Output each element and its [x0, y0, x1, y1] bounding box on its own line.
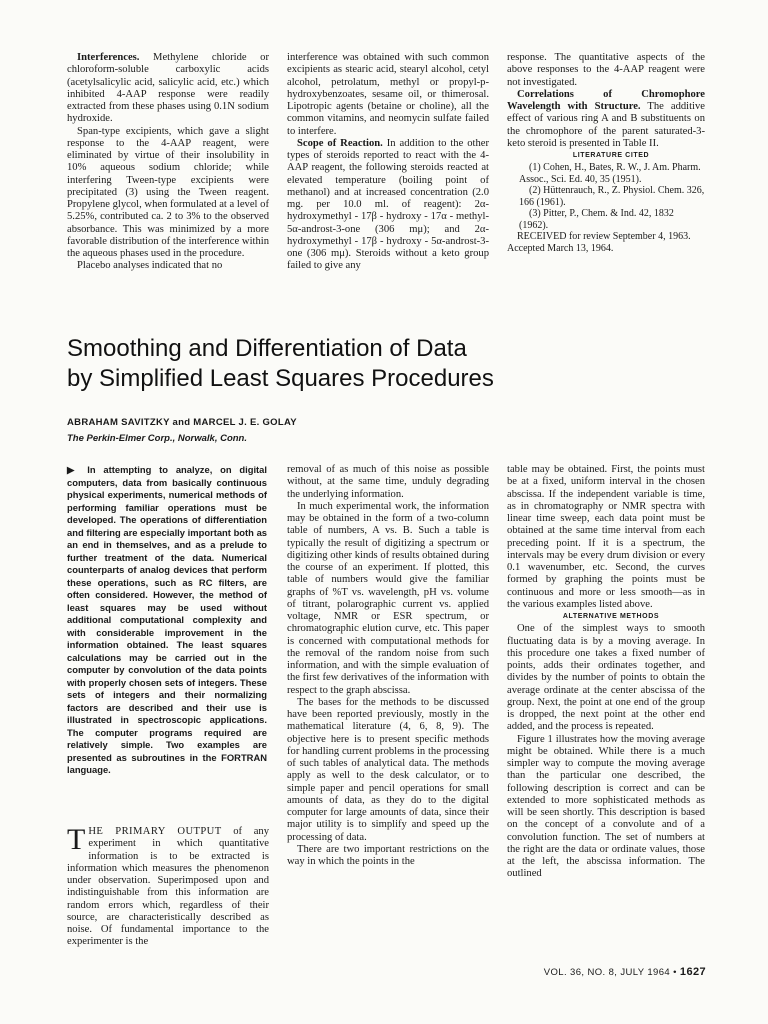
body-paragraph: Figure 1 illustrates how the moving average might be obtained. While there is a much simpler way to compute the moving average than the particular one described, the following description is correct and can be extended to more sophisticated methods as will be seen shortly. This description is based on the concept of a convolute and of a convolution function. The set of numbers at the right are the data or ordinate values, those at the left, the abscissa information. The outlined: [507, 733, 705, 880]
body-paragraph: One of the simplest ways to smooth fluctuating data is by a moving average. In this procedure one takes a fixed number of points, adds their ordinates together, and divides by the number of points to obtain the average ordinate at the center abscissa of the group. Next, the point at one end of the group is dropped, the next point at the other end added, and the process is repeated.: [507, 623, 705, 733]
literature-cited-heading: LITERATURE CITED: [572, 152, 650, 159]
drop-cap: T: [67, 823, 86, 856]
body-paragraph: There are two important restrictions on the way in which the points in the: [287, 843, 489, 867]
abstract: ▶ In attempting to analyze, on digital computers, data from basically continuous physical experiments, numerical methods of performing familiar operations must be developed. The operations of differentiation and filtering are especially important both as an end in themselves, and as a prelude to further treatment of the data. Numerical counterparts of analog devices that perform these operations, such as RC filters, are often considered. However, the method of least squares may be used without additional computational complexity and with considerable improvement in the information obtained. The least squares calculations may be carried out in the computer by convolution of the data points with properly chosen sets of integers. These sets of integers and their normalizing factors are described and their use is illustrated in spectroscopic applications. The computer programs required are relatively simple. Two examples are presented as subroutines in the FORTRAN language.: [67, 464, 267, 775]
affiliation: The Perkin-Elmer Corp., Norwalk, Conn.: [67, 433, 248, 444]
top-column-1: [67, 52, 269, 273]
received-note: RECEIVED for review September 4, 1963. Accepted March 13, 1964.: [507, 231, 691, 254]
alternative-methods-heading: ALTERNATIVE METHODS: [562, 613, 660, 620]
page-number: 1627: [679, 966, 706, 978]
correlations-paragraph: Correlations of Chromophore Wavelength with Structure. The additive effect of various ring A and B substituents on the chromophore of the parent saturated-3-keto steroid is presented in Table II.: [507, 88, 705, 149]
reference-3: (3) Pitter, P., Chem. & Ind. 42, 1832 (1962).: [519, 208, 674, 231]
scope-lead: Scope of Reaction.: [297, 137, 383, 149]
intro-smallcaps: HE PRIMARY OUTPUT: [88, 826, 222, 837]
scope-paragraph: Scope of Reaction. In addition to the other types of steroids reported to react with the 4-AAP reagent, the following steroids reacted at elevated temperature (boiling point of methanol) and at increased concentration (2.0 mg. per 10.0 ml. of reagent): 2α-hydroxymethyl - 17β - hydroxy - 17α - methyl-5α-androst-3-one (306 mμ); and 2α-hydroxymethyl - 17β - hydroxy - 5α-androst-3-one (306 mμ). Steroids without a keto group failed to give any: [287, 137, 489, 272]
page-footer: [544, 966, 706, 978]
footer-bullet: •: [673, 967, 677, 978]
body-paragraph: In much experimental work, the information may be obtained in the form of a two-column table of numbers, A vs. B. Such a table is typically the result of digitizing a spectrum or digitizing other kinds of results obtained during the course of an experiment. If plotted, this table of numbers would give the familiar graphs of %T vs. wavelength, pH vs. volume of titrant, polarographic current vs. applied voltage, NMR or ESR spectrum, or chromatographic elution curve, etc. This paper is concerned with computational methods for the removal of the random noise from such information, and with the simple evaluation of the first few derivatives of the information with respect to the graph abscissa.: [287, 500, 489, 696]
reference-2: (2) Hüttenrauch, R., Z. Physiol. Chem. 326, 166 (1961).: [519, 185, 705, 208]
title-line-1: Smoothing and Differentiation of Data: [67, 335, 467, 362]
journal-issue: VOL. 36, NO. 8, JULY 1964: [543, 967, 671, 978]
body-paragraph: The bases for the methods to be discussed have been reported previously, mostly in the mathematical literature (4, 6, 8, 9). The objective here is to present specific methods for handling current problems in the processing of such tables of analytical data. The methods apply as well to the desk calculator, or to simple paper and pencil operations for small amounts of data, as they do to the digital computer for large amounts of data, since their major utility is to simplify and speed up the processing of data.: [287, 696, 489, 843]
reference-1: (1) Cohen, H., Bates, R. W., J. Am. Pharm. Assoc., Sci. Ed. 40, 35 (1951).: [519, 162, 701, 185]
intro-text: of any experiment in which quantitative information is to be extracted is information which measures the phenomenon under observation. Superimposed upon and indistinguishable from this information are random errors which, regardless of their source, are characteristically described as noise. Of fundamental importance to the experimenter is the: [67, 826, 269, 948]
correlations-lead: Correlations of Chromophore Wavelength with Structure.: [507, 88, 705, 112]
top-column-3: [507, 52, 705, 254]
top-column-2: [287, 52, 489, 273]
response-paragraph: response. The quantitative aspects of the above responses to the 4-AAP reagent were not investigated.: [507, 52, 705, 88]
span-excipients-paragraph: Span-type excipients, which gave a slight response to the 4-AAP reagent, were eliminated by virtue of their insolubility in 10% aqueous sodium chloride; while interfering Tween-type excipients were precipitated (3) using the Tween reagent. Propylene glycol, when formulated at a level of 5.25%, contributed ca. 2 to 3% to the observed absorbance. This was minimized by a more favorable distribution of the interference within the aqueous phases used in the procedure.: [67, 125, 269, 259]
body-paragraph: table may be obtained. First, the points must be at a fixed, uniform interval in the chosen abscissa. If the independent variable is time, as in chromatography or NMR spectra with linear time sweep, each data point must be obtained at the same time interval from each preceding point. If it is a spectrum, the intervals may be every drum division or every 0.1 wavenumber, etc. Second, the curves formed by graphing the points must be continuous and more or less smooth—as in the various examples listed above.: [507, 464, 705, 610]
introduction: [67, 823, 269, 949]
authors: ABRAHAM SAVITZKY and MARCEL J. E. GOLAY: [67, 417, 297, 428]
article-title: [67, 334, 707, 394]
body-column-2: [287, 464, 489, 868]
body-paragraph: removal of as much of this noise as possible without, at the same time, unduly degrading the underlying information.: [287, 464, 489, 500]
title-line-2: by Simplified Least Squares Procedures: [67, 365, 494, 392]
interferences-paragraph: Interferences. Methylene chloride or chloroform-soluble carboxylic acids (acetylsalicylic acid, salicylic acid, etc.) which inhibited 4-AAP response were readily extracted from these phases using 0.1N sodium hydroxide.: [67, 52, 269, 125]
interference-continued-paragraph: interference was obtained with such common excipients as stearic acid, stearyl alcohol, cetyl alcohol, petrolatum, methyl or propyl-p-hydroxybenzoates, sesame oil, or thimerosal. Lipotropic agents (betaine or choline), all the common vitamins, and neomycin sulfate failed to interfere.: [287, 52, 489, 137]
body-column-3: [507, 464, 705, 881]
interferences-lead: Interferences.: [77, 52, 140, 63]
placebo-paragraph: Placebo analyses indicated that no: [77, 260, 223, 272]
